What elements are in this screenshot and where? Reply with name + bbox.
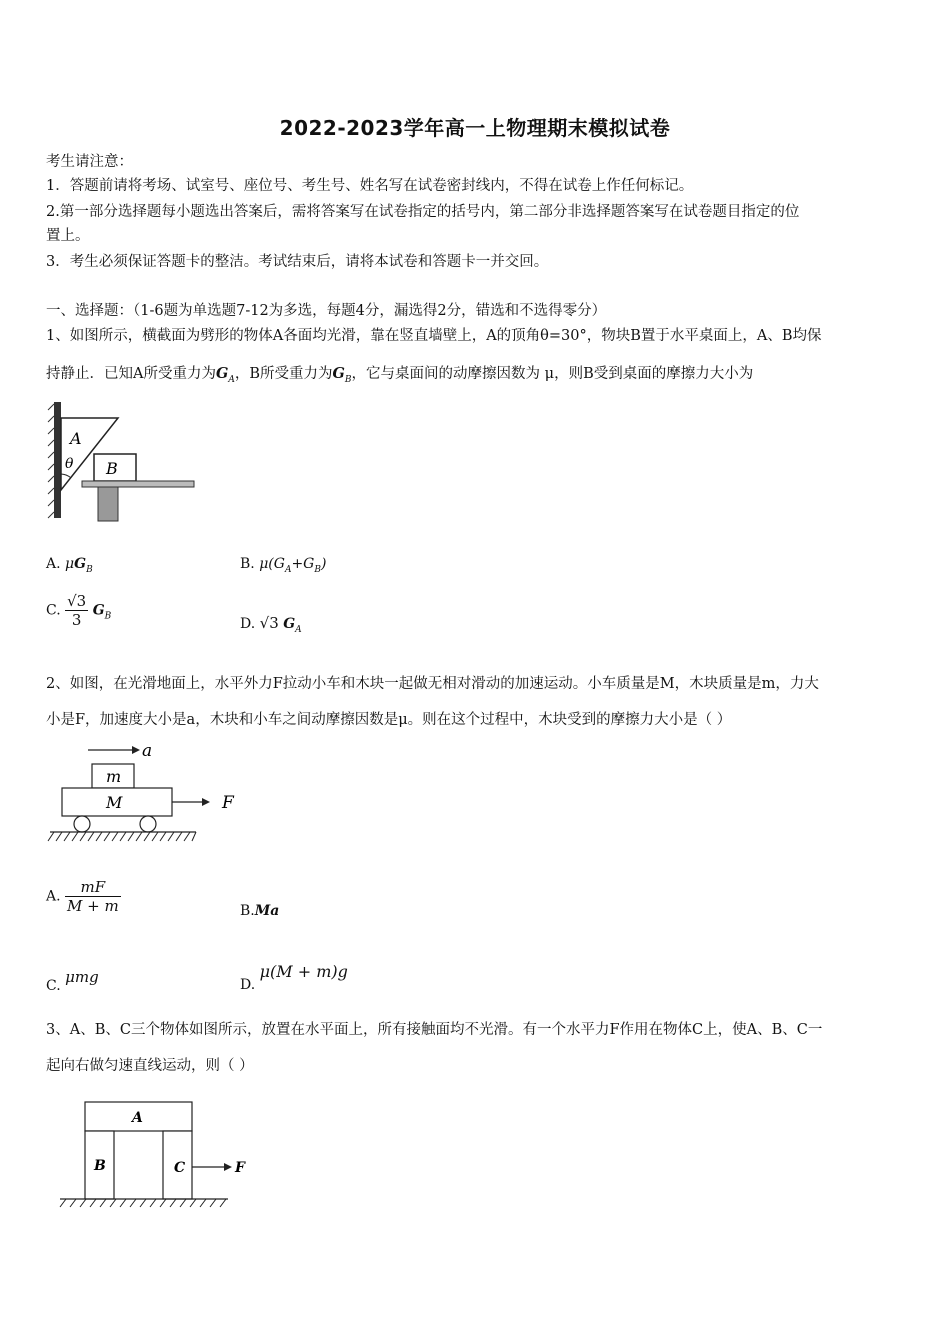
wheel-right — [140, 816, 156, 832]
notice-item-2-cont: 置上。 — [46, 228, 90, 244]
block-b-label: B — [94, 1158, 106, 1174]
q2-option-a[interactable]: A. $\frac{mF}{M + m}$ — [46, 878, 119, 915]
theta-label: θ — [65, 456, 74, 472]
force-label: F — [235, 1160, 245, 1176]
notice-item-1: 1．答题前请将考场、试室号、座位号、考生号、姓名写在试卷密封线内，不得在试卷上作任何标记。 — [46, 178, 694, 194]
q1-line-2: 持静止．已知A所受重力为$G_A$，B所受重力为$G_B$，它与桌面间的动摩擦因数为 μ，则B受到桌面的摩擦力大小为 — [46, 365, 754, 385]
cart-label: M — [106, 793, 123, 812]
q2-line-2: 小是F，加速度大小是a，木块和小车之间动摩擦因数是μ。则在这个过程中，木块受到的摩擦力大小是（ ） — [46, 712, 732, 728]
block-m-label: m — [106, 767, 122, 786]
force-label: F — [222, 793, 234, 813]
notice-heading: 考生请注意： — [46, 154, 133, 170]
block-c-label: C — [174, 1160, 186, 1176]
wheel-left — [74, 816, 90, 832]
q2-figure — [48, 740, 248, 850]
page-title: 2022-2023学年高一上物理期末模拟试卷 — [279, 116, 671, 140]
q2-option-c[interactable]: C. μmg — [46, 968, 99, 994]
table-leg — [98, 487, 118, 521]
table-top — [82, 481, 194, 487]
q2-option-d[interactable]: D. μ(M + m)g — [240, 962, 348, 993]
q1-option-b[interactable]: B. $\mu(G_A+G_B)$ — [240, 556, 327, 575]
q2-option-b[interactable]: B.Ma — [240, 903, 280, 919]
q1-option-c[interactable]: C. $\frac{√3}{3}$ $G_B$ — [46, 592, 112, 629]
acceleration-label: a — [142, 741, 153, 761]
q2-line-1: 2、如图，在光滑地面上，水平外力F拉动小车和木块一起做无相对滑动的加速运动。小车质量是M，木块质量是m，力大 — [46, 676, 819, 692]
q3-line-2: 起向右做匀速直线运动，则（ ） — [46, 1058, 254, 1074]
q1-line-1: 1、如图所示，横截面为劈形的物体A各面均光滑，靠在竖直墙壁上，A的顶角θ=30°，物块B置于水平桌面上，A、B均保 — [46, 328, 822, 344]
block-a-label: A — [132, 1110, 143, 1126]
block-b-label: B — [106, 459, 118, 478]
q1-option-d[interactable]: D. √3 $G_A$ — [240, 614, 302, 635]
q1-figure — [40, 400, 200, 525]
q3-figure — [58, 1098, 258, 1210]
wedge-a-label: A — [70, 429, 82, 448]
notice-item-3: 3．考生必须保证答题卡的整洁。考试结束后，请将本试卷和答题卡一并交回。 — [46, 254, 549, 270]
wall — [54, 402, 61, 518]
section-heading: 一、选择题：（1-6题为单选题7-12为多选，每题4分，漏选得2分，错选和不选得零分） — [46, 303, 607, 319]
notice-item-2: 2.第一部分选择题每小题选出答案后，需将答案写在试卷指定的括号内，第二部分非选择题答案写在试卷题目指定的位 — [46, 204, 800, 220]
q3-line-1: 3、A、B、C三个物体如图所示，放置在水平面上，所有接触面均不光滑。有一个水平力F作用在物体C上，使A、B、C一 — [46, 1022, 823, 1038]
q1-option-a[interactable]: A. $\mu G_B$ — [46, 556, 93, 575]
